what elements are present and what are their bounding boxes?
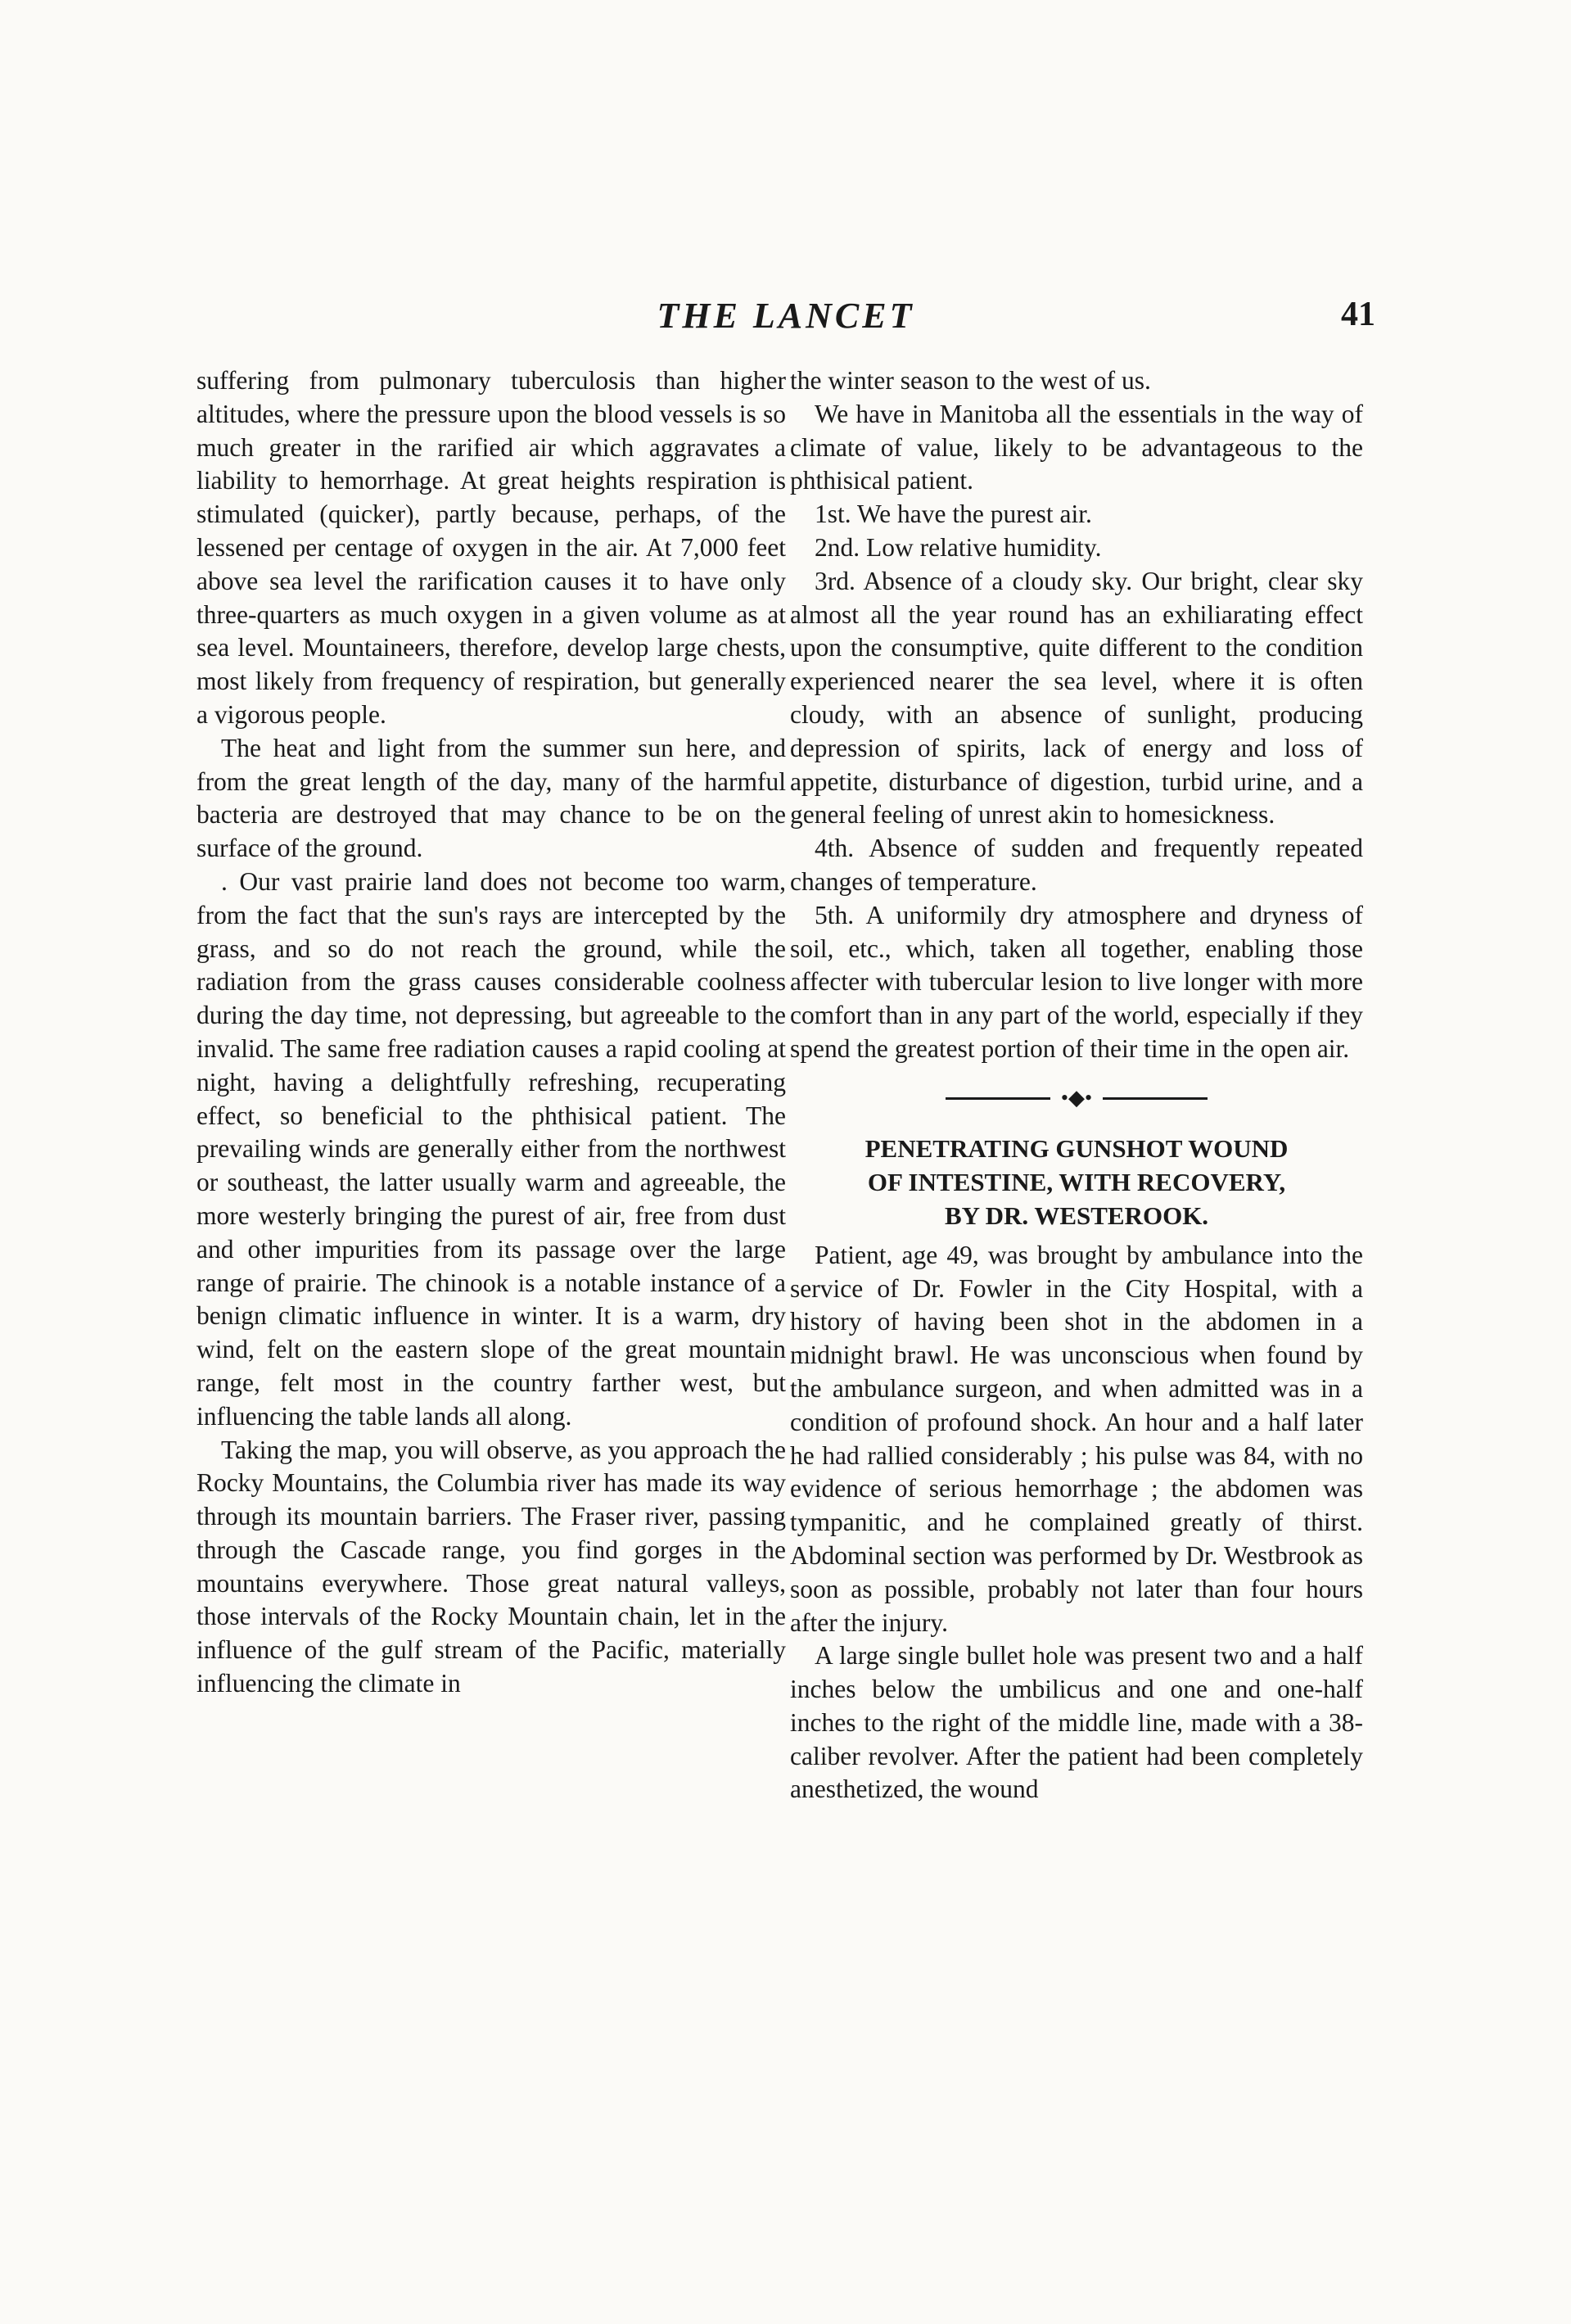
paragraph-essentials: We have in Manitoba all the essentials in the way of climate of value, likely to be advantageous to the phthisical patient. [790,399,1363,495]
list-item-purest-air: 1st. We have the purest air. [815,500,1092,529]
paragraph-map: Taking the map, you will observe, as you approach the Rocky Mountains, the Columbia river has made its way through its mountain barriers. The Fraser river, passing through the Cascade range, you find gorges in the mountains everywhere. Those great natural valleys, those intervals of the Rocky Mountain chain, let in the influence of the gulf stream of the Pacific, materially influencing the climate in [196,1435,786,1698]
right-column [790,364,1363,1806]
article-heading-line-2: OF INTESTINE, WITH RECOVERY, [867,1167,1286,1196]
article-heading [790,1132,1363,1232]
paragraph-summer-sun: The heat and light from the summer sun here, and from the great length of the day, many of the harmful bacteria are destroyed that may chance to be on the surface of the ground. [196,733,786,863]
article-heading-line-3: BY DR. WESTEROOK. [944,1200,1209,1230]
paragraph-patient: Patient, age 49, was brought by ambulance into the service of Dr. Fowler in the City Hospital, with a history of having been shot in the abdomen in a midnight brawl. He was unconscious when found by the ambulance surgeon, and when admitted was in a condition of profound shock. An hour and a half later he had rallied considerably ; his pulse was 84, with no evidence of serious hemorrhage ; the abdomen was tympanitic, and he complained greatly of thirst. Abdominal section was performed by Dr. Westbrook as soon as possible, probably not later than four hours after the injury. [790,1240,1363,1637]
list-item-cloudy-sky: 3rd. Absence of a cloudy sky. Our bright, clear sky almost all the year round has an exhiliarating effect upon the consumptive, quite different to the condition experienced nearer the sea level, where it is often cloudy, with an absence of sunlight, producing depression of spirits, lack of energy and loss of appetite, disturbance of digestion, turbid urine, and a general feeling of unrest akin to homesickness. [790,566,1363,830]
page-header [196,295,1375,344]
paragraph-prairie: . Our vast prairie land does not become too warm, from the fact that the sun's rays are intercepted by the grass, and so do not reach the ground, while the radiation from the grass causes considerable coolness during the day time, not depressing, but agreeable to the invalid. The same free radiation causes a rapid cooling at night, having a delightfully refreshing, recuperating effect, so beneficial to the phthisical patient. The prevailing winds are generally either from the northwest or southeast, the latter usually warm and agreeable, the more westerly bringing the purest of air, free from dust and other impurities from its passage over the large range of prairie. The chinook is a notable instance of a benign climatic influence in winter. It is a warm, dry wind, felt on the eastern slope of the great mountain range, felt most in the country farther west, but influencing the table lands all along. [196,866,786,1431]
paragraph-winter-season: the winter season to the west of us. [790,366,1151,395]
list-item-temperature: 4th. Absence of sudden and frequently repeated changes of temperature. [790,834,1363,896]
left-column [196,364,786,1701]
section-divider [790,1066,1363,1124]
paragraph-bullet-hole: A large single bullet hole was present two and a half inches below the umbilicus and one and one-half inches to the right of the middle line, made with a 38-caliber revolver. After the patient had been completely anesthetized, the wound [790,1641,1363,1804]
article-heading-line-1: PENETRATING GUNSHOT WOUND [865,1133,1289,1163]
list-item-dry-atmosphere: 5th. A uniformily dry atmosphere and dryness of soil, etc., which, taken all together, enabling those affecter with tubercular lesion to live longer with more comfort than in any part of the world, especially if they spend the greatest portion of their time in the open air. [790,900,1363,1063]
page-number: 41 [1341,296,1375,333]
divider-ornament-icon: •◆• [1050,1086,1103,1110]
paragraph-altitudes: suffering from pulmonary tuberculosis than higher altitudes, where the pressure upon the blood vessels is so much greater in the rarified air which aggravates a liability to hemorrhage. At great heights respiration is stimulated (quicker), partly because, perhaps, of the lessened per centage of oxygen in the air. At 7,000 feet above sea level the rarification causes it to have only three-quarters as much oxygen in a given volume as at sea level. Mountaineers, therefore, develop large chests, most likely from frequency of respiration, but generally a vigorous people. [196,366,786,729]
running-title: THE LANCET [657,296,915,336]
list-item-humidity: 2nd. Low relative humidity. [815,532,1102,562]
